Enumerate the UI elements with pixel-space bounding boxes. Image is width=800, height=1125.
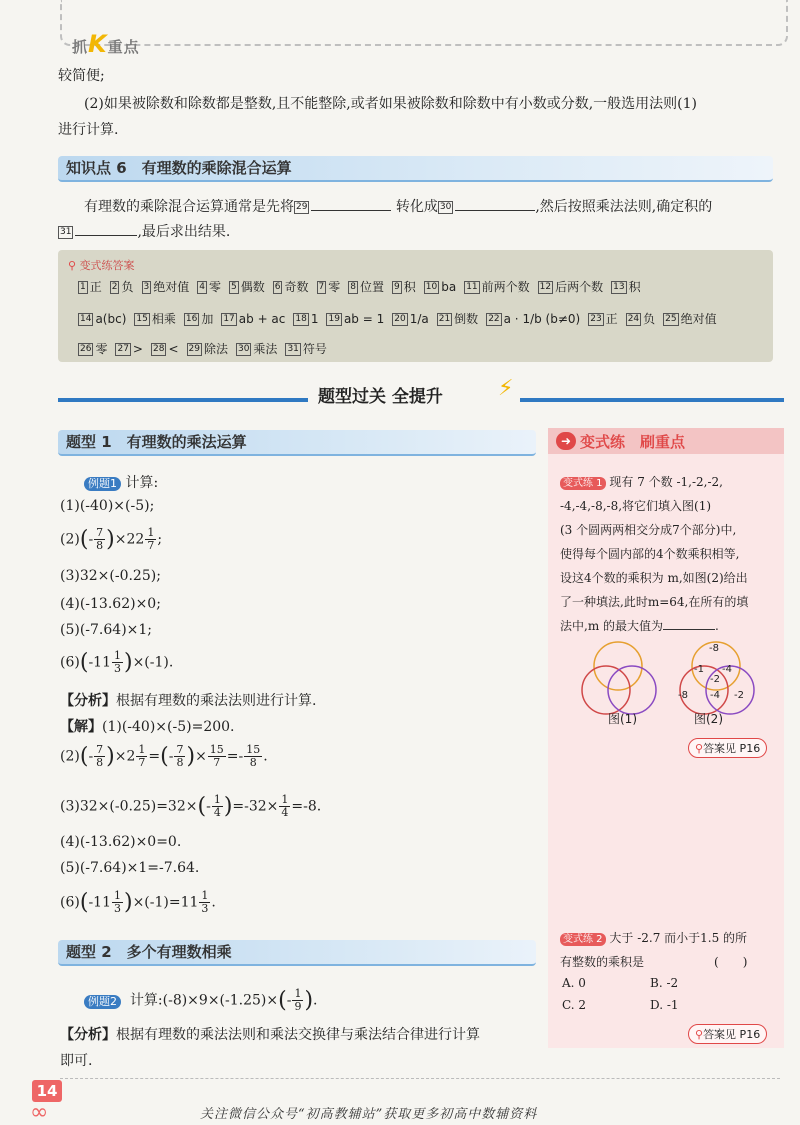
answers-row-3	[78, 340, 327, 357]
answer-number: 5	[231, 282, 237, 292]
exercise-1-line: 使得每个圆内部的4个数乘积相等,	[560, 547, 740, 561]
answer-number: 22	[488, 313, 500, 324]
answer-item	[115, 342, 143, 356]
q5: (5)(-7.64)×1;	[60, 622, 153, 638]
answer-item	[142, 278, 190, 295]
analysis-2-cont: 即可.	[60, 1053, 93, 1069]
answer-text: a(bc)	[95, 311, 127, 326]
venn-num: -2	[734, 690, 744, 701]
answer-number: 9	[394, 282, 400, 292]
answer-item	[221, 312, 285, 326]
exercise-1-line: 现有 7 个数 -1,-2,-2,	[609, 475, 723, 489]
answer-number: 15	[136, 314, 148, 324]
analysis-1: 【分析】根据有理数的乘法法则进行计算.	[60, 693, 317, 709]
answer-text: ab = 1	[343, 311, 385, 326]
answer-text: 正	[605, 312, 618, 326]
answer-text: 1/a	[409, 311, 429, 326]
answer-text: 倒数	[454, 312, 479, 326]
answer-number: 27	[117, 343, 129, 354]
venn-figure-1	[582, 642, 656, 714]
answer-item	[273, 278, 309, 295]
answer-item	[151, 342, 179, 356]
answer-number: 28	[152, 343, 165, 354]
solution-5: (5)(-7.64)×1=-7.64.	[60, 860, 200, 876]
answer-item	[78, 340, 107, 357]
answer-item	[184, 310, 213, 327]
answer-item	[78, 278, 102, 295]
answers-title: ⚲ 变式练答案	[68, 259, 135, 272]
answer-number: 23	[590, 314, 602, 324]
answer-number: 24	[627, 314, 640, 324]
answer-text: 后两个数	[555, 280, 604, 294]
answer-text: 符号	[302, 342, 327, 356]
answer-text: 零	[328, 280, 341, 294]
answer-number: 20	[394, 313, 406, 324]
answer-ref-2[interactable]: ⚲答案见 P16	[688, 1024, 767, 1044]
knowledge-6-text-2: 31 ,最后求出结果.	[60, 224, 231, 240]
knowledge-6-text: 有理数的乘除混合运算通常是先将 29 转化成 30 ,然后按照乘法法则,确定积的	[84, 199, 713, 215]
answers-row-1	[78, 278, 641, 295]
intro-line-2: (2)如果被除数和除数都是整数,且不能整除,或者如果被除数和除数中有小数或分数,一般选用法则(1)	[84, 96, 698, 112]
answer-number: 7	[318, 282, 325, 292]
venn-num: -4	[722, 664, 732, 675]
intro-line-1: 较简便;	[58, 68, 105, 84]
venn-num: -1	[694, 664, 704, 675]
answer-text: 加	[201, 312, 214, 326]
answer-item	[486, 312, 580, 326]
figure-2-label: 图(2)	[694, 712, 723, 726]
answer-text: 正	[89, 280, 102, 294]
pin-icon: ⚲	[695, 1028, 704, 1041]
page-number: 14	[32, 1080, 62, 1102]
answer-text: 乘法	[253, 342, 278, 356]
answer-item	[424, 280, 456, 294]
example-1: 例题1 计算:	[84, 472, 158, 492]
answer-item	[611, 278, 640, 295]
answer-text: 积	[403, 280, 416, 294]
answer-ref-1[interactable]: ⚲答案见 P16	[688, 738, 767, 758]
answer-number: 16	[185, 314, 198, 324]
answer-item	[392, 278, 416, 295]
intro-line-3: 进行计算.	[58, 122, 119, 138]
answer-number: 2	[111, 282, 118, 292]
lightning-icon: ⚡	[498, 376, 514, 401]
q1: (1)(-40)×(-5);	[60, 498, 155, 514]
answer-item	[285, 340, 326, 357]
q3: (3)32×(-0.25);	[60, 568, 161, 584]
q4: (4)(-13.62)×0;	[60, 596, 161, 612]
answer-item	[626, 310, 655, 327]
answer-item	[317, 278, 341, 295]
answer-text: 负	[643, 312, 656, 326]
answer-text: 前两个数	[481, 280, 530, 294]
answer-number: 18	[295, 313, 307, 324]
answers-row-2	[78, 310, 717, 327]
knowledge-6-header: 知识点 6 有理数的乘除混合运算	[58, 156, 773, 182]
answer-item	[197, 278, 221, 295]
answer-number: 3	[143, 282, 150, 292]
solution-3: (3)32×(-0.25)=32×(- $\frac{1}{4}$ )=-32× $\frac{1}{4}$ =-8.	[60, 793, 322, 819]
answer-text: <	[168, 341, 179, 356]
exercise-1-line: 法中,m 的最大值为	[560, 619, 664, 633]
answer-text: 零	[208, 280, 221, 294]
answer-item	[348, 278, 384, 295]
answer-item	[229, 278, 265, 295]
option-d[interactable]: D. -1	[650, 998, 679, 1012]
exercise-1-line: (3 个圆两两相交分成7个部分)中,	[560, 523, 737, 537]
answer-number: 29	[188, 344, 200, 354]
answer-number: 8	[350, 282, 356, 292]
answer-number: 11	[466, 282, 478, 292]
answer-item	[437, 310, 478, 327]
answer-number: 30	[237, 344, 250, 354]
venn-num: -8	[678, 690, 688, 701]
answer-number: 19	[328, 313, 340, 324]
q6: (6)(-11 $\frac{1}{3}$ )×(-1).	[60, 649, 174, 675]
answer-text: 除法	[203, 342, 228, 356]
answer-text: 积	[628, 280, 641, 294]
answer-number: 25	[665, 314, 677, 324]
exercise-1-text: 变式练 1 现有 7 个数 -1,-2,-2, -4,-4,-8,-8,将它们填入图(1) (3 个圆两两相交分成7个部分)中, 使得每个圆内部的4个数乘积相等, 设这4个数的乘积为 m,如图(2)给出 了一种填法,此时m=64,在所有的填 法中,m 的最大值为 .	[560, 475, 749, 633]
answer-number: 26	[80, 344, 92, 354]
answer-item	[236, 340, 277, 357]
answer-text: 负	[121, 280, 134, 294]
answer-number: 31	[287, 344, 299, 354]
answer-item	[588, 310, 617, 327]
sidebar-title: 变式练 刷重点	[580, 433, 686, 451]
answer-item	[134, 310, 175, 327]
answer-number: 17	[223, 313, 235, 324]
answer-text: 奇数	[284, 280, 309, 294]
answer-item	[78, 312, 126, 326]
pin-icon: ⚲	[68, 259, 77, 272]
solution-2: (2)(- $\frac{7}{8}$ )×2 $\frac{1}{7}$ =(- $\frac{7}{8}$ )× $\frac{15}{7}$ =- $\frac{15}{8}$ .	[60, 743, 268, 769]
example-2: 例题2 计算:(-8)×9×(-1.25)×(- $\frac{1}{9}$ ).	[84, 988, 317, 1013]
exercise-1-line: -4,-4,-8,-8,将它们填入图(1)	[560, 499, 712, 513]
q2: (2)(- $\frac{7}{8}$ )×22 $\frac{1}{7}$ ;	[60, 526, 163, 552]
option-c[interactable]: C. 2	[562, 998, 587, 1012]
solution-6: (6)(-11 $\frac{1}{3}$ )×(-1)=11 $\frac{1}{3}$ .	[60, 889, 216, 915]
answer-item	[464, 278, 529, 295]
answer-number: 14	[80, 313, 92, 324]
answer-number: 21	[438, 314, 451, 324]
answer-item	[187, 340, 228, 357]
answer-text: 位置	[359, 280, 384, 294]
answer-text: 绝对值	[153, 280, 190, 294]
figure-1-label: 图(1)	[608, 712, 637, 726]
arrow-icon: ➜	[556, 432, 576, 450]
answer-text: ba	[441, 279, 457, 294]
answer-item	[663, 310, 716, 327]
pin-icon: ⚲	[695, 742, 704, 755]
answer-item	[293, 312, 318, 326]
venn-num: -4	[710, 690, 720, 701]
answer-number: 10	[425, 281, 438, 292]
type-2-header: 题型 2 多个有理数相乘	[58, 940, 536, 966]
type-1-header: 题型 1 有理数的乘法运算	[58, 430, 536, 456]
venn-figures	[566, 636, 766, 728]
section-banner: 题型过关 全提升	[318, 387, 443, 407]
answer-item	[392, 312, 428, 326]
answer-text: ab + ac	[238, 311, 286, 326]
infinity-icon: ∞	[30, 1100, 49, 1125]
answer-text: 1	[310, 311, 319, 326]
option-b[interactable]: B. -2	[650, 976, 679, 990]
answer-number: 1	[80, 282, 86, 292]
answer-number: 13	[613, 282, 625, 292]
venn-num: -8	[709, 643, 719, 654]
answer-text: a · 1/b (b≠0)	[503, 311, 581, 326]
banner-line-left	[58, 398, 308, 402]
analysis-2: 【分析】根据有理数的乘法法则和乘法交换律与乘法结合律进行计算	[60, 1027, 480, 1043]
answer-item	[326, 312, 384, 326]
answer-item	[538, 278, 603, 295]
banner-line-right	[520, 398, 784, 402]
answer-text: 偶数	[240, 280, 265, 294]
solution-4: (4)(-13.62)×0=0.	[60, 834, 182, 850]
answer-text: >	[132, 341, 143, 356]
exercise-1-line: 设这4个数的乘积为 m,如图(2)给出	[560, 571, 748, 585]
answer-text: 零	[95, 342, 108, 356]
answer-text: 绝对值	[680, 312, 717, 326]
exercise-2-text: 变式练 2 大于 -2.7 而小于1.5 的所 有整数的乘积是 ( )	[560, 931, 748, 969]
answer-number: 12	[539, 282, 552, 292]
answer-number: 6	[274, 282, 281, 292]
footer-text: 关注微信公众号“初高教辅站”获取更多初高中数辅资料	[200, 1107, 538, 1122]
answer-item	[110, 278, 134, 295]
brand-logo: 抓K重点	[72, 30, 140, 58]
venn-num: -2	[710, 674, 720, 685]
answer-text: 相乘	[151, 312, 176, 326]
answer-number: 4	[199, 282, 205, 292]
exercise-1-line: 了一种填法,此时m=64,在所有的填	[560, 595, 749, 609]
option-a[interactable]: A. 0	[562, 976, 586, 990]
solution-1: 【解】(1)(-40)×(-5)=200.	[60, 719, 235, 735]
top-frame	[60, 0, 788, 46]
footer-divider	[60, 1078, 780, 1079]
